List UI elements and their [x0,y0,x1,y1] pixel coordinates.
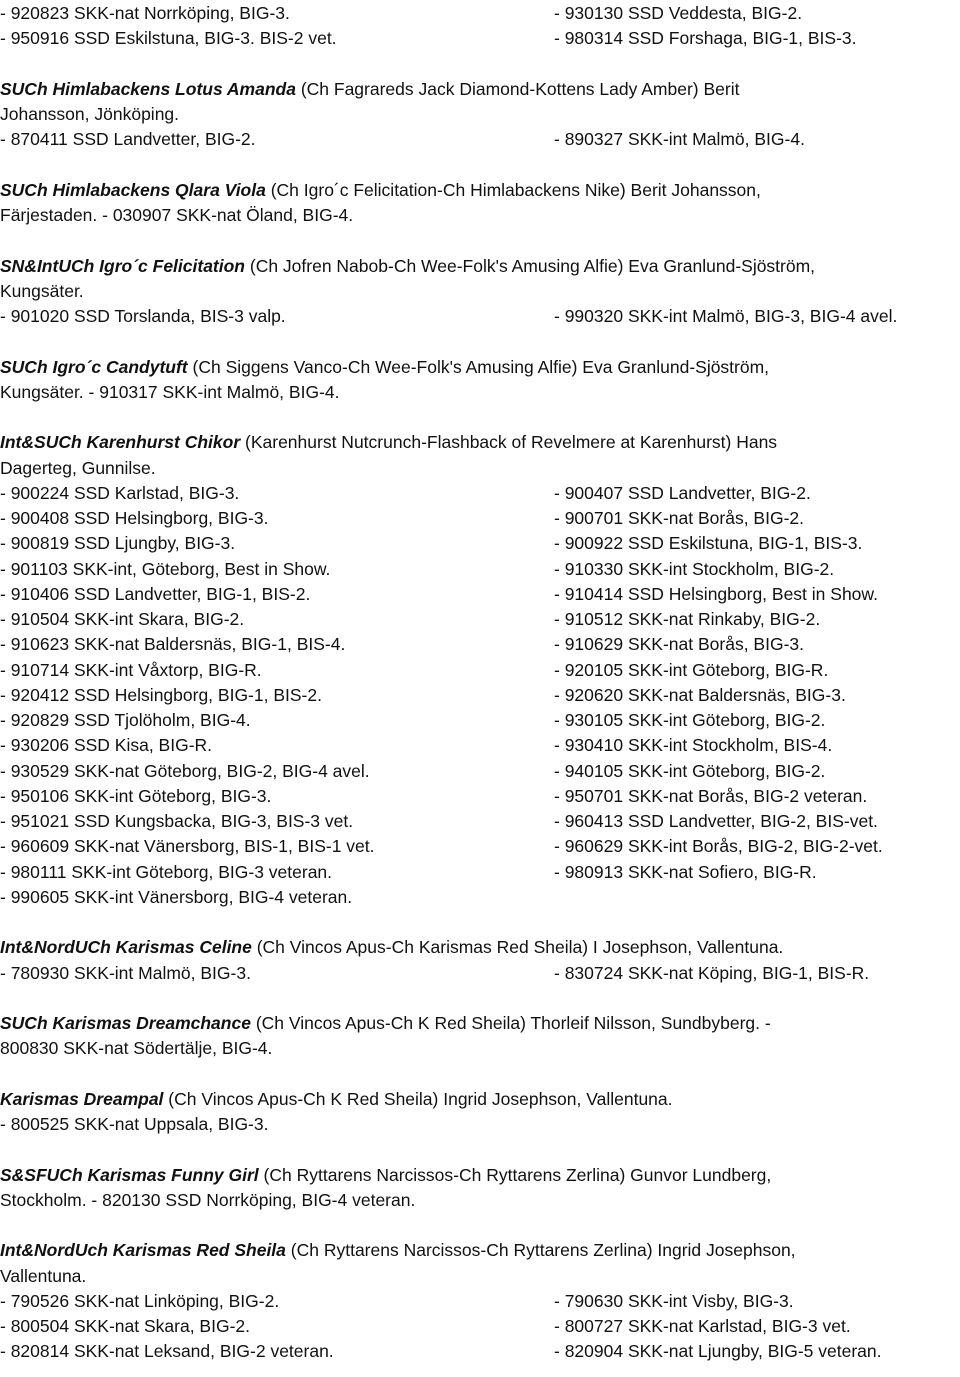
entry-heading [0,431,960,453]
result-right: - 950701 SKK-nat Borås, BIG-2 veteran. [554,785,868,806]
result-left: - 950106 SKK-int Göteborg, BIG-3. [0,785,272,806]
result-right: - 900407 SSD Landvetter, BIG-2. [554,482,811,503]
description-text: Vallentuna. [0,1265,87,1286]
entry-description-line [0,1265,960,1287]
result-row [0,583,960,605]
description-text: Stockholm. - 820130 SSD Norrköping, BIG-4 veteran. [0,1189,416,1210]
entry-heading [0,1012,960,1034]
result-row [0,558,960,580]
description-text: Färjestaden. - 030907 SKK-nat Öland, BIG-4. [0,205,354,225]
result-left: - 900408 SSD Helsingborg, BIG-3. [0,508,269,528]
description-text: - 800525 SKK-nat Uppsala, BIG-3. [0,1114,269,1134]
result-left: - 800504 SKK-nat Skara, BIG-2. [0,1316,250,1336]
result-row [0,608,960,630]
result-right: - 920620 SKK-nat Baldersnäs, BIG-3. [554,684,846,705]
result-row [0,633,960,655]
entry-heading [0,255,960,277]
dog-description: (Ch Ryttarens Narcissos-Ch Ryttarens Zerlina) Gunvor Lundberg, [258,1164,772,1185]
result-left: - 950916 SSD Eskilstuna, BIG-3. BIS-2 vet. [0,28,337,49]
result-right: - 980913 SKK-nat Sofiero, BIG-R. [554,861,817,882]
result-left: - 910623 SKK-nat Baldersnäs, BIG-1, BIS-4. [0,634,346,655]
dog-name: Int&NordUCh Karismas Celine [0,937,252,958]
result-left: - 930529 SKK-nat Göteborg, BIG-2, BIG-4 avel. [0,760,370,781]
result-right: - 910629 SKK-nat Borås, BIG-3. [554,634,804,655]
dog-description: (Karenhurst Nutcrunch-Flashback of Revelmere at Karenhurst) Hans [240,432,778,453]
result-right: - 980314 SSD Forshaga, BIG-1, BIS-3. [554,28,857,49]
result-row [0,760,960,782]
result-row [0,128,960,150]
dog-description: (Ch Ryttarens Narcissos-Ch Ryttarens Zerlina) Ingrid Josephson, [285,1240,796,1261]
result-row [0,532,960,554]
result-row [0,659,960,681]
entry-heading [0,1239,960,1261]
result-right: - 910512 SKK-nat Rinkaby, BIG-2. [554,609,821,629]
dog-description: (Ch Vincos Apus-Ch K Red Sheila) Ingrid Josephson, Vallentuna. [163,1088,673,1109]
entry-heading-text [0,1239,796,1261]
entry-heading-text [0,255,815,277]
result-right: - 900701 SKK-nat Borås, BIG-2. [554,508,804,528]
result-left: - 870411 SSD Landvetter, BIG-2. [0,129,256,150]
entry-heading-text [0,356,769,378]
entry-heading [0,1164,960,1186]
dog-description: (Ch Jofren Nabob-Ch Wee-Folk's Amusing Alfie) Eva Granlund-Sjöström, [245,255,816,276]
result-right: - 910330 SKK-int Stockholm, BIG-2. [554,558,835,579]
result-left: - 820814 SKK-nat Leksand, BIG-2 veteran. [0,1341,334,1362]
result-right: - 790630 SKK-int Visby, BIG-3. [554,1290,794,1311]
result-left: - 901103 SKK-int, Göteborg, Best in Show. [0,558,331,579]
entry-heading-text [0,179,761,201]
result-left: - 910714 SKK-int Våxtorp, BIG-R. [0,659,262,680]
result-row [0,2,960,24]
description-text: 800830 SKK-nat Södertälje, BIG-4. [0,1038,273,1059]
result-left: - 901020 SSD Torslanda, BIS-3 valp. [0,306,286,326]
entry-heading [0,936,960,958]
entry-heading-text [0,1012,771,1034]
dog-name: SN&IntUCh Igro´c Felicitation [0,255,245,276]
entry-heading-text [0,936,783,958]
result-left: - 780930 SKK-int Malmö, BIG-3. [0,962,251,983]
result-row [0,1290,960,1312]
result-row [0,810,960,832]
result-row [0,305,960,327]
entry-description-line [0,280,960,302]
result-left: - 920823 SKK-nat Norrköping, BIG-3. [0,3,290,23]
result-left: - 990605 SKK-int Vänersborg, BIG-4 veteran. [0,886,353,907]
result-right: - 920105 SKK-int Göteborg, BIG-R. [554,659,829,680]
dog-description: (Ch Fagrareds Jack Diamond-Kottens Lady Amber) Berit [295,78,740,99]
result-row [0,785,960,807]
entry-description-line [0,1113,960,1135]
result-row [0,684,960,706]
dog-name: S&SFUCh Karismas Funny Girl [0,1164,259,1185]
dog-description: (Ch Igro´c Felicitation-Ch Himlabackens Nike) Berit Johansson, [265,179,761,200]
result-row [0,861,960,883]
entry-description-line [0,204,960,226]
entry-heading [0,78,960,100]
result-right: - 910414 SSD Helsingborg, Best in Show. [554,583,878,604]
entry-heading [0,179,960,201]
entry-description-line [0,1037,960,1059]
result-right: - 900922 SSD Eskilstuna, BIG-1, BIS-3. [554,533,863,554]
dog-name: Karismas Dreampal [0,1088,164,1109]
description-text: Kungsäter. - 910317 SKK-int Malmö, BIG-4. [0,381,340,402]
description-text: Johansson, Jönköping. [0,104,180,124]
result-right: - 990320 SKK-int Malmö, BIG-3, BIG-4 avel. [554,306,898,326]
result-row [0,886,960,908]
entry-heading [0,1088,960,1110]
result-right: - 890327 SKK-int Malmö, BIG-4. [554,129,805,150]
result-left: - 980111 SKK-int Göteborg, BIG-3 veteran. [0,861,333,882]
entry-heading [0,356,960,378]
dog-name: SUCh Igro´c Candytuft [0,356,188,377]
result-row [0,27,960,49]
dog-name: SUCh Himlabackens Qlara Viola [0,179,266,200]
dog-description: (Ch Siggens Vanco-Ch Wee-Folk's Amusing Alfie) Eva Granlund-Sjöström, [187,356,770,377]
dog-name: Int&NordUch Karismas Red Sheila [0,1240,286,1261]
result-row [0,1315,960,1337]
entry-description-line [0,457,960,479]
result-right: - 960413 SSD Landvetter, BIG-2, BIS-vet. [554,811,878,831]
entry-heading-text [0,1088,673,1110]
result-row [0,482,960,504]
result-right: - 930130 SSD Veddesta, BIG-2. [554,3,803,23]
dog-name: SUCh Himlabackens Lotus Amanda [0,78,296,99]
result-left: - 790526 SKK-nat Linköping, BIG-2. [0,1290,280,1311]
result-row [0,962,960,984]
entry-heading-text [0,78,739,100]
result-left: - 910504 SKK-int Skara, BIG-2. [0,609,245,629]
result-left: - 951021 SSD Kungsbacka, BIG-3, BIS-3 vet. [0,811,354,831]
result-right: - 800727 SKK-nat Karlstad, BIG-3 vet. [554,1316,851,1336]
result-row [0,1340,960,1362]
result-left: - 920829 SSD Tjolöholm, BIG-4. [0,710,251,730]
result-right: - 940105 SKK-int Göteborg, BIG-2. [554,760,826,781]
entry-heading-text [0,1164,771,1186]
entry-heading-text [0,431,777,453]
description-text: Kungsäter. [0,280,84,301]
result-left: - 960609 SKK-nat Vänersborg, BIS-1, BIS-1 vet. [0,836,375,857]
result-row [0,709,960,731]
result-row [0,835,960,857]
result-left: - 910406 SSD Landvetter, BIG-1, BIS-2. [0,583,311,604]
result-right: - 930410 SKK-int Stockholm, BIS-4. [554,735,833,756]
description-text: Dagerteg, Gunnilse. [0,457,156,478]
result-left: - 920412 SSD Helsingborg, BIG-1, BIS-2. [0,684,322,705]
entry-description-line [0,1189,960,1211]
result-right: - 930105 SKK-int Göteborg, BIG-2. [554,710,826,730]
result-left: - 930206 SSD Kisa, BIG-R. [0,735,213,756]
entry-description-line [0,103,960,125]
result-right: - 820904 SKK-nat Ljungby, BIG-5 veteran. [554,1341,882,1362]
result-right: - 960629 SKK-int Borås, BIG-2, BIG-2-vet. [554,836,883,857]
result-row [0,734,960,756]
result-left: - 900819 SSD Ljungby, BIG-3. [0,533,236,554]
result-right: - 830724 SKK-nat Köping, BIG-1, BIS-R. [554,962,870,983]
entry-description-line [0,381,960,403]
dog-name: Int&SUCh Karenhurst Chikor [0,432,241,453]
dog-name: SUCh Karismas Dreamchance [0,1013,251,1033]
result-row [0,507,960,529]
dog-description: (Ch Vincos Apus-Ch K Red Sheila) Thorleif Nilsson, Sundbyberg. - [250,1013,771,1033]
result-left: - 900224 SSD Karlstad, BIG-3. [0,482,240,503]
dog-description: (Ch Vincos Apus-Ch Karismas Red Sheila) I Josephson, Vallentuna. [251,937,784,958]
